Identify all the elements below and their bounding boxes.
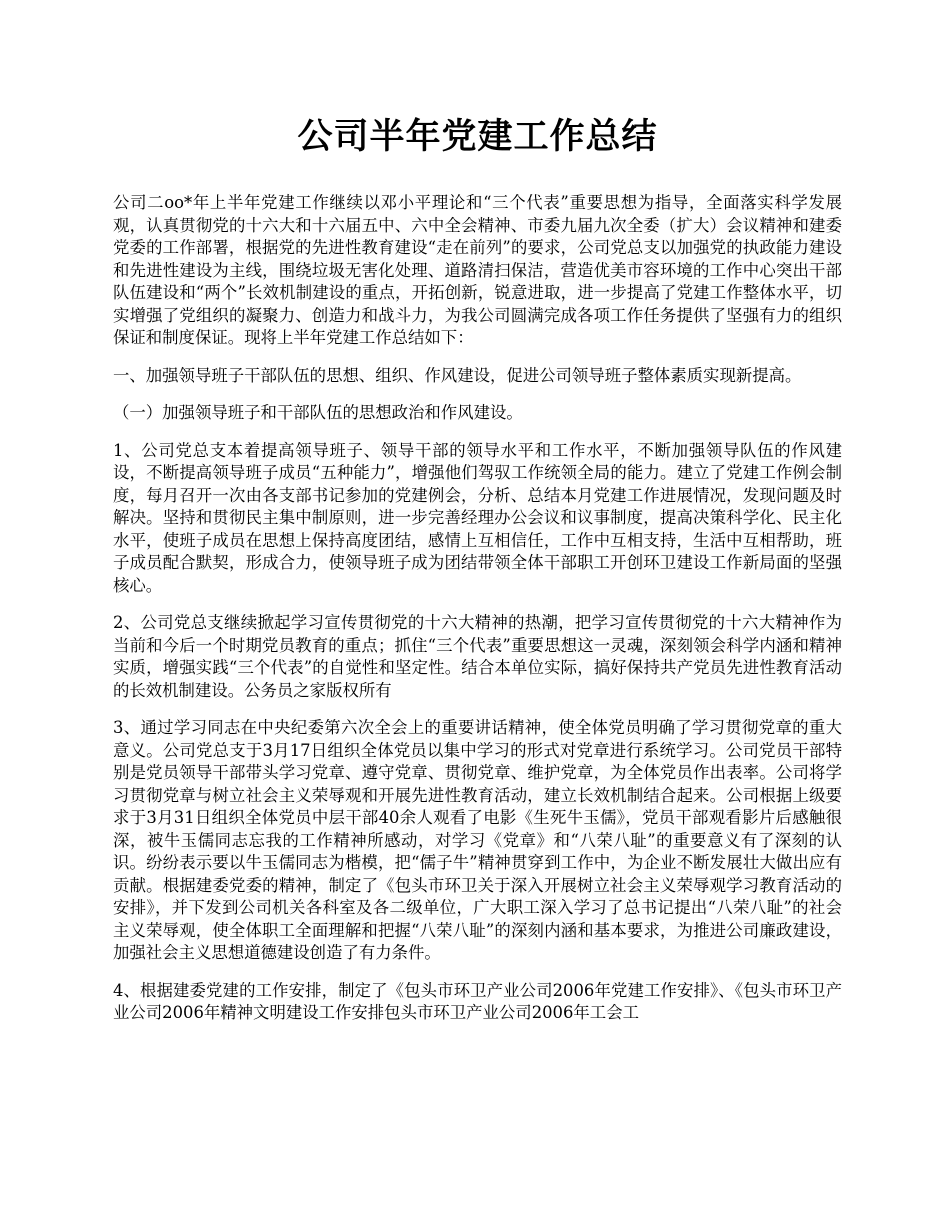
- item-paragraph-2: 2、公司党总支继续掀起学习宣传贯彻党的十六大精神的热潮，把学习宣传贯彻党的十六大精神作为当前和今后一个时期党员教育的重点；抓住“三个代表”重要思想这一灵魂，深刻领会科学内涵和精神实质，增强实践“三个代表”的自觉性和坚定性。结合本单位实际，搞好保持共产党员先进性教育活动的长效机制建设。公务员之家版权所有: [113, 613, 842, 700]
- item-paragraph-1: 1、公司党总支本着提高领导班子、领导干部的领导水平和工作水平，不断加强领导队伍的作风建设，不断提高领导班子成员“五种能力”，增强他们驾驭工作统领全局的能力。建立了党建工作例会制度，每月召开一次由各支部书记参加的党建例会，分析、总结本月党建工作进展情况，发现问题及时解决。坚持和贯彻民主集中制原则，进一步完善经理办公会议和议事制度，提高决策科学化、民主化水平，使班子成员在思想上保持高度团结，感情上互相信任，工作中互相支持，生活中互相帮助，班子成员配合默契，形成合力，使领导班子成为团结带领全体干部职工开创环卫建设工作新局面的坚强核心。: [113, 440, 842, 595]
- document-title: 公司半年党建工作总结: [297, 116, 658, 157]
- item-paragraph-3: 3、通过学习同志在中央纪委第六次全会上的重要讲话精神，使全体党员明确了学习贯彻党章的重大意义。公司党总支于3月17日组织全体党员以集中学习的形式对党章进行系统学习。公司党员干部特别是党员领导干部带头学习党章、遵守党章、贯彻党章、维护党章，为全体党员作出表率。公司将学习贯彻党章与树立社会主义荣辱观和开展先进性教育活动，建立长效机制结合起来。公司根据上级要求于3月31日组织全体党员中层干部40余人观看了电影《生死牛玉儒》，党员干部观看影片后感触很深，被牛玉儒同志忘我的工作精神所感动，对学习《党章》和“八荣八耻”的重要意义有了深刻的认识。纷纷表示要以牛玉儒同志为楷模，把“儒子牛”精神贯穿到工作中，为企业不断发展壮大做出应有贡献。根据建委党委的精神，制定了《包头市环卫关于深入开展树立社会主义荣辱观学习教育活动的安排》，并下发到公司机关各科室及各二级单位，广大职工深入学习了总书记提出“八荣八耻”的社会主义荣辱观，使全体职工全面理解和把握“八荣八耻”的深刻内涵和基本要求，为推进公司廉政建设，加强社会主义思想道德建设创造了有力条件。: [113, 718, 842, 962]
- subsection-heading-1: （一）加强领导班子和干部队伍的思想政治和作风建设。: [113, 403, 523, 422]
- intro-paragraph: 公司二oo*年上半年党建工作继续以邓小平理论和“三个代表”重要思想为指导，全面落实科学发展观，认真贯彻党的十六大和十六届五中、六中全会精神、市委九届九次全委（扩大）会议精神和建委党委的工作部署，根据党的先进性教育建设“走在前列”的要求，公司党总支以加强党的执政能力建设和先进性建设为主线，围绕垃圾无害化处理、道路清扫保洁，营造优美市容环境的工作中心突出干部队伍建设和“两个”长效机制建设的重点，开拓创新，锐意进取，进一步提高了党建工作整体水平，切实增强了党组织的凝聚力、创造力和战斗力，为我公司圆满完成各项工作任务提供了坚强有力的组织保证和制度保证。现将上半年党建工作总结如下：: [113, 193, 842, 347]
- item-paragraph-4: 4、根据建委党建的工作安排，制定了《包头市环卫产业公司2006年党建工作安排》、《包头市环卫产业公司2006年精神文明建设工作安排包头市环卫产业公司2006年工会工: [113, 980, 842, 1022]
- document-page: [113, 112, 842, 1040]
- section-heading-1: 一、加强领导班子干部队伍的思想、组织、作风建设，促进公司领导班子整体素质实现新提高。: [113, 365, 802, 385]
